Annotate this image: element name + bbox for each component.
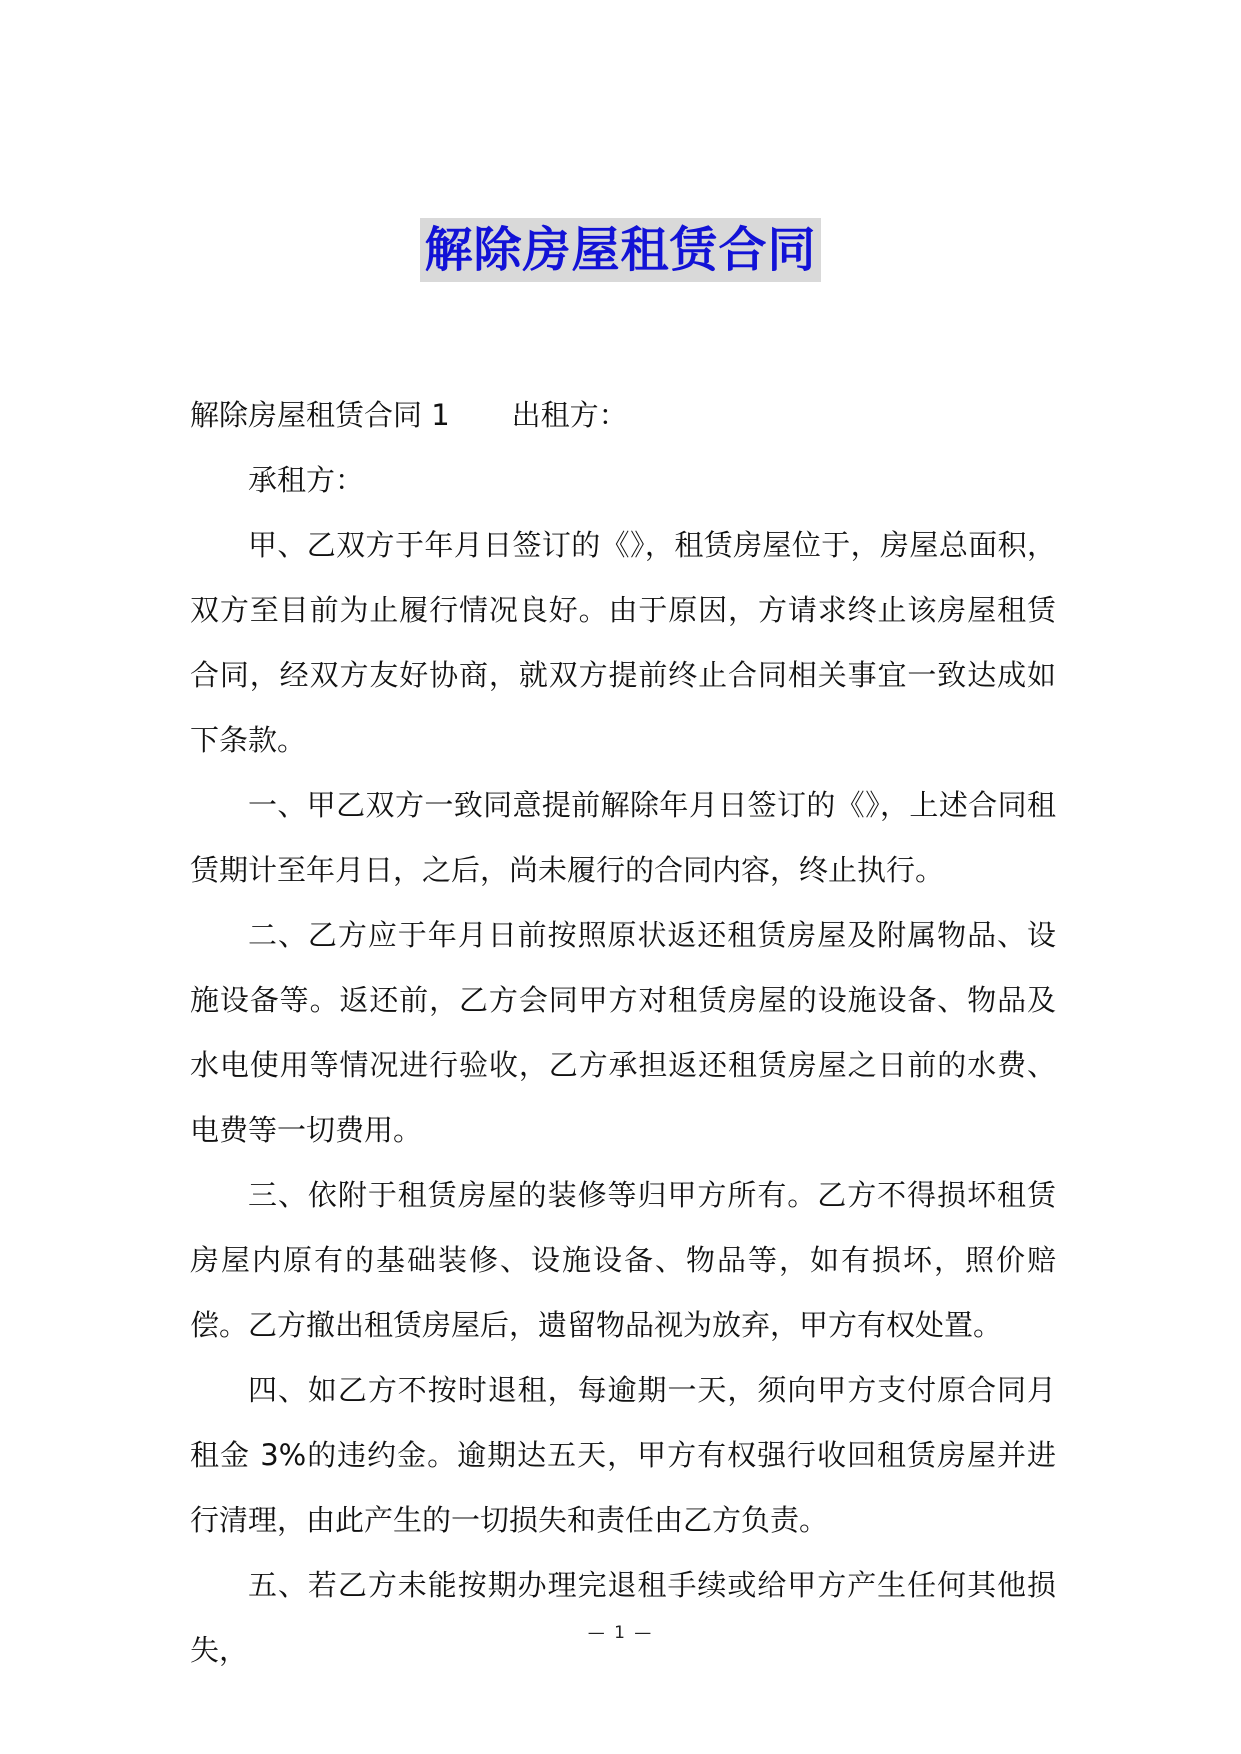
clause-3: 三、依附于租赁房屋的装修等归甲方所有。乙方不得损坏租赁房屋内原有的基础装修、设施设备、物品等，如有损坏，照价赔偿。乙方撤出租赁房屋后，遗留物品视为放弃，甲方有权处置。 bbox=[190, 1178, 1056, 1342]
document-title: 解除房屋租赁合同 bbox=[420, 218, 820, 282]
document-body bbox=[190, 383, 1056, 1683]
first-line bbox=[190, 383, 1056, 448]
clause-1: 一、甲乙双方一致同意提前解除年月日签订的《》，上述合同租赁期计至年月日，之后，尚未履行的合同内容，终止执行。 bbox=[190, 788, 1056, 887]
clause-5: 五、若乙方未能按期办理完退租手续或给甲方产生任何其他损失， bbox=[190, 1568, 1056, 1667]
clause-4: 四、如乙方不按时退租，每逾期一天，须向甲方支付原合同月租金 3%的违约金。逾期达五天，甲方有权强行收回租赁房屋并进行清理，由此产生的一切损失和责任由乙方负责。 bbox=[190, 1373, 1056, 1537]
lessee-line: 承租方： bbox=[248, 463, 365, 497]
paragraph-preamble: 甲、乙双方于年月日签订的《》，租赁房屋位于，房屋总面积，双方至目前为止履行情况良好。由于原因，方请求终止该房屋租赁合同，经双方友好协商，就双方提前终止合同相关事宜一致达成如下条款。 bbox=[190, 528, 1056, 757]
contract-heading: 解除房屋租赁合同 1 bbox=[190, 398, 450, 432]
lessor-label: 出租方： bbox=[511, 398, 628, 432]
clause-2: 二、乙方应于年月日前按照原状返还租赁房屋及附属物品、设施设备等。返还前，乙方会同甲方对租赁房屋的设施设备、物品及水电使用等情况进行验收，乙方承担返还租赁房屋之日前的水费、电费等一切费用。 bbox=[190, 918, 1056, 1147]
title-container bbox=[0, 218, 1241, 282]
page-number: — 1 — bbox=[587, 1623, 654, 1643]
